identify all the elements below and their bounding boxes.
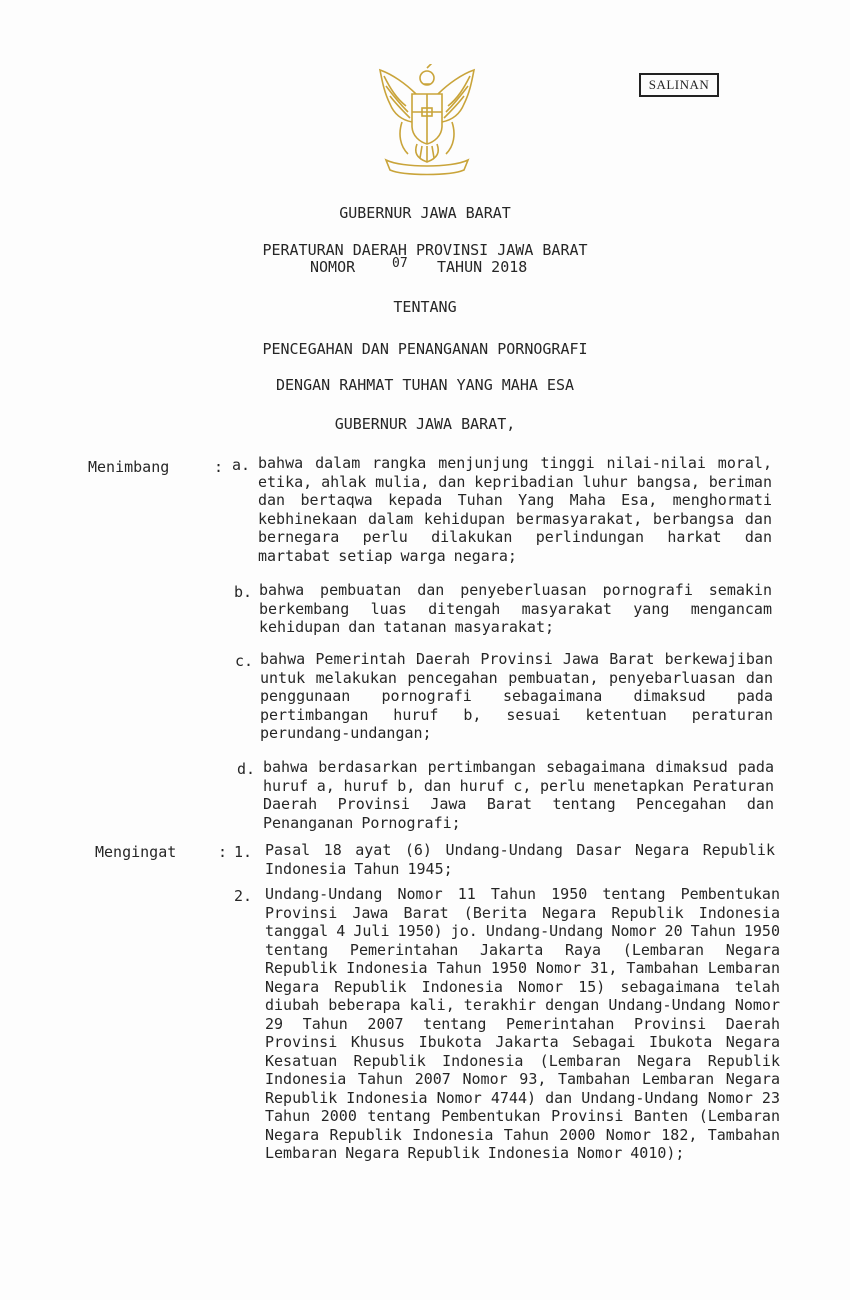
menimbang-marker-a: a. xyxy=(232,456,251,474)
menimbang-label: Menimbang xyxy=(88,458,170,476)
subject-title: PENCEGAHAN DAN PENANGANAN PORNOGRAFI xyxy=(262,340,588,358)
mengingat-marker-2: 2. xyxy=(234,887,253,905)
salinan-stamp: SALINAN xyxy=(639,73,719,97)
mengingat-colon: : xyxy=(218,843,228,861)
nomor-label: NOMOR xyxy=(310,258,356,276)
menimbang-marker-b: b. xyxy=(234,583,253,601)
menimbang-item-a: bahwa dalam rangka menjunjung tinggi nilai-nilai moral, etika, ahlak mulia, dan kepribadian luhur bangsa, beriman dan bertaqwa kepada Tuhan Yang Maha Esa, menghormati kebhinekaan dalam kehidupan bermasyarakat, berbangsa dan bernegara perlu dilakukan perlindungan harkat dan martabat setiap warga negara; xyxy=(258,454,772,565)
menimbang-colon: : xyxy=(214,458,224,476)
nomor-value: 07 xyxy=(392,256,408,271)
tahun-label: TAHUN 2018 xyxy=(437,258,528,276)
rahmat-line: DENGAN RAHMAT TUHAN YANG MAHA ESA xyxy=(275,376,574,394)
mengingat-item-2: Undang-Undang Nomor 11 Tahun 1950 tentang Pembentukan Provinsi Jawa Barat (Berita Negara Republik Indonesia tanggal 4 Juli 1950) jo. Undang-Undang Nomor 20 Tahun 1950 tentang Pemerintahan Jakarta Raya (Lembaran Negara Republik Indonesia Tahun 1950 Nomor 31, Tambahan Lembaran Negara Republik Indonesia Nomor 15) sebagaimana telah diubah beberapa kali, terakhir dengan Undang-Undang Nomor 29 Tahun 2007 tentang Pemerintahan Provinsi Daerah Provinsi Khusus Ibukota Jakarta Sebagai Ibukota Negara Kesatuan Republik Indonesia (Lembaran Negara Republik Indonesia Tahun 2007 Nomor 93, Tambahan Lembaran Negara Republik Indonesia Nomor 4744) dan Undang-Undang Nomor 23 Tahun 2000 tentang Pembentukan Provinsi Banten (Lembaran Negara Republik Indonesia Tahun 2000 Nomor 182, Tambahan Lembaran Negara Republik Indonesia Nomor 4010); xyxy=(265,885,780,1162)
menimbang-item-c: bahwa Pemerintah Daerah Provinsi Jawa Barat berkewajiban untuk melakukan pencegahan pembuatan, penyebarluasan dan penggunaan pornografi sebagaimana dimaksud pada pertimbangan huruf b, sesuai ketentuan peraturan perundang-undangan; xyxy=(260,650,773,742)
regulation-title: PERATURAN DAERAH PROVINSI JAWA BARAT xyxy=(262,241,588,259)
mengingat-label: Mengingat xyxy=(95,843,177,861)
mengingat-marker-1: 1. xyxy=(234,843,253,861)
issuer-title: GUBERNUR JAWA BARAT xyxy=(339,204,511,222)
menimbang-item-d: bahwa berdasarkan pertimbangan sebagaimana dimaksud pada huruf a, huruf b, dan huruf c, perlu menetapkan Peraturan Daerah Provinsi Jawa Barat tentang Pencegahan dan Penanganan Pornografi; xyxy=(263,758,774,832)
menimbang-item-b: bahwa pembuatan dan penyeberluasan pornografi semakin berkembang luas ditengah masyarakat yang mengancam kehidupan dan tatanan masyarakat; xyxy=(259,581,772,636)
governor-line: GUBERNUR JAWA BARAT, xyxy=(334,415,516,433)
mengingat-item-1: Pasal 18 ayat (6) Undang-Undang Dasar Negara Republik Indonesia Tahun 1945; xyxy=(265,841,775,878)
tentang-heading: TENTANG xyxy=(393,298,457,316)
garuda-emblem-icon xyxy=(372,64,482,176)
menimbang-marker-c: c. xyxy=(235,652,254,670)
menimbang-marker-d: d. xyxy=(237,760,256,778)
